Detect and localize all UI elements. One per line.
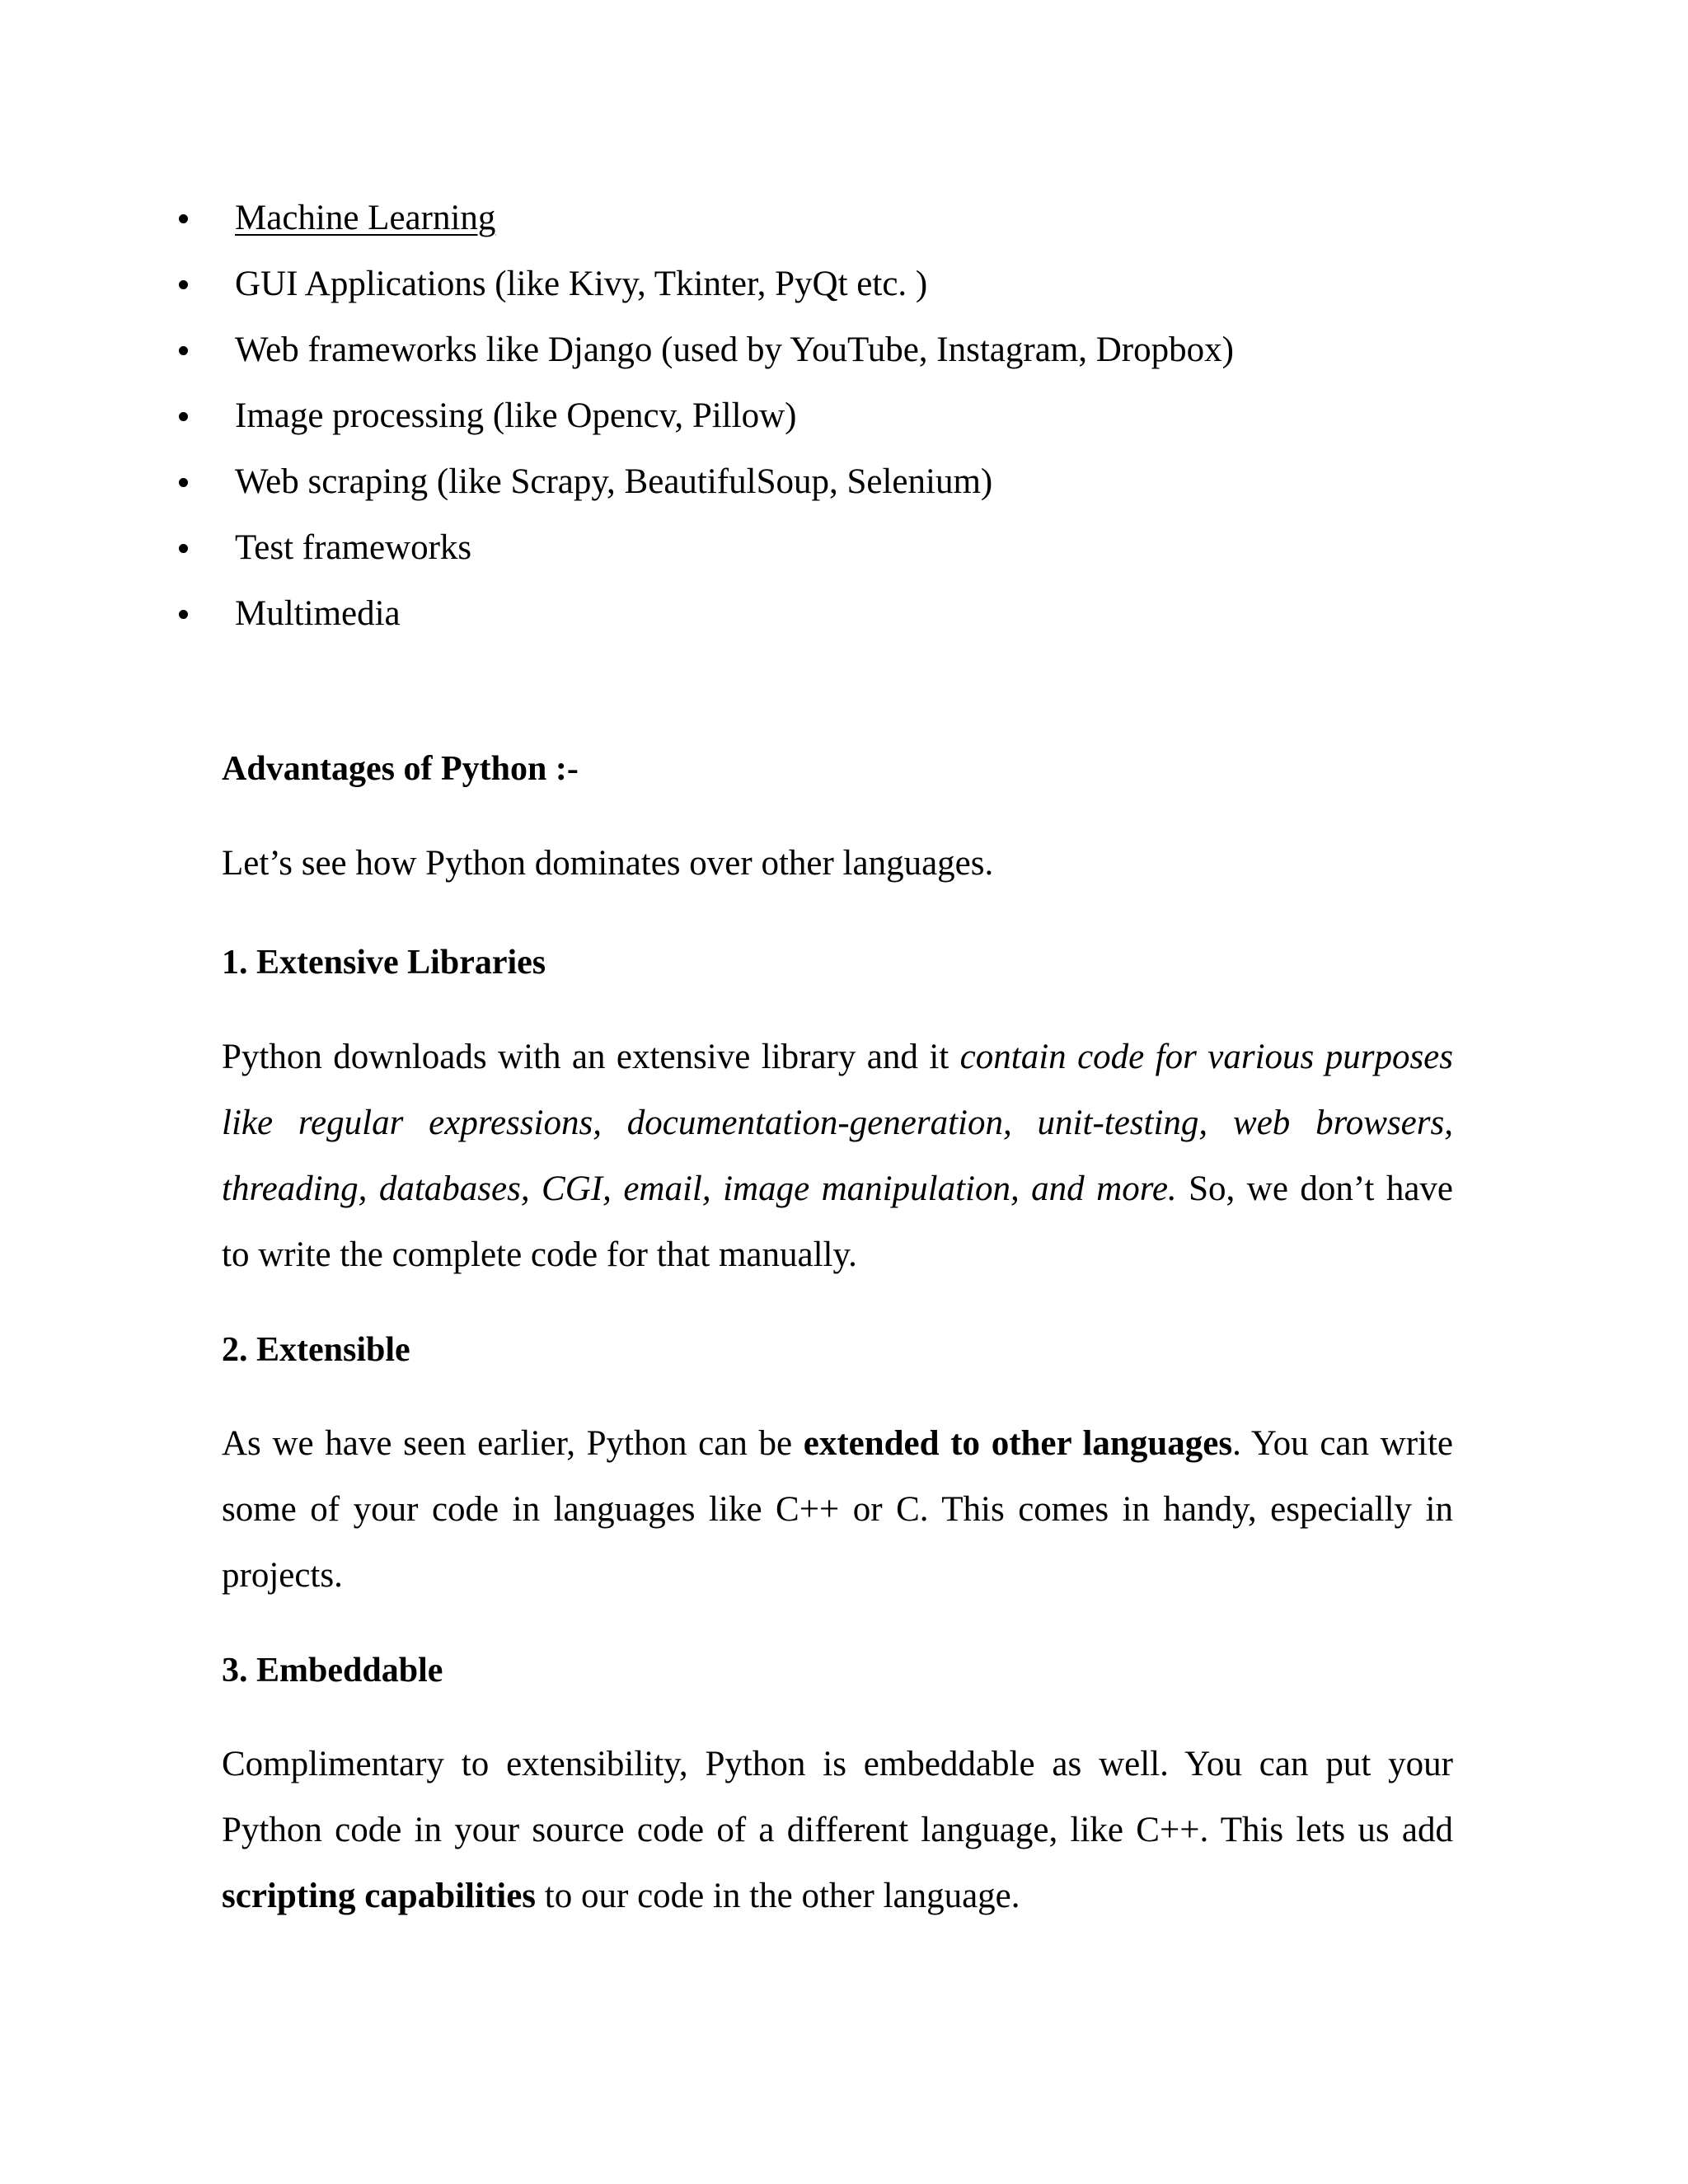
list-item — [0, 185, 1688, 251]
section-paragraph-embeddable — [222, 1732, 1453, 1929]
section-heading-extensible: 2. Extensible — [222, 1331, 410, 1369]
advantages-heading: Advantages of Python :- — [222, 750, 579, 788]
paragraph-text: So, we don’t have to write the complete code for that manually. — [222, 1169, 1453, 1274]
bullet-icon — [179, 214, 188, 223]
paragraph-bold-text: extended to other languages — [803, 1424, 1233, 1463]
paragraph-text: . You can write some of your code in languages like C++ or C. This comes in handy, especially in projects. — [222, 1424, 1454, 1595]
bullet-icon — [179, 610, 188, 619]
paragraph-text: to our code in the other language. — [536, 1877, 1020, 1915]
list-item-text: Multimedia — [235, 594, 401, 633]
section-paragraph-extensible — [222, 1411, 1453, 1609]
list-item-text: Image processing (like Opencv, Pillow) — [235, 396, 797, 435]
paragraph-bold-text: scripting capabilities — [222, 1877, 537, 1915]
list-item — [0, 515, 1688, 581]
paragraph-text: As we have seen earlier, Python can be — [222, 1424, 804, 1463]
list-item — [0, 449, 1688, 515]
list-item — [0, 383, 1688, 449]
bullet-icon — [179, 478, 188, 487]
paragraph-text: Python downloads with an extensive library and it — [222, 1038, 960, 1076]
bullet-icon — [179, 346, 188, 355]
bullet-icon — [179, 544, 188, 553]
list-item — [0, 317, 1688, 383]
intro-paragraph: Let’s see how Python dominates over other languages. — [222, 844, 994, 883]
paragraph-text: Complimentary to extensibility, Python is embeddable as well. You can put your Python code in your source code of a different language, like C++. This lets us add — [222, 1745, 1453, 1849]
python-uses-list — [0, 185, 1688, 647]
list-item-link[interactable]: Machine Learning — [235, 199, 496, 237]
list-item-text: GUI Applications (like Kivy, Tkinter, PyQt etc. ) — [235, 265, 928, 303]
list-item-text: Web frameworks like Django (used by YouTube, Instagram, Dropbox) — [235, 330, 1234, 369]
bullet-icon — [179, 412, 188, 421]
section-heading-embeddable: 3. Embeddable — [222, 1652, 443, 1690]
list-item-text: Web scraping (like Scrapy, BeautifulSoup, Selenium) — [235, 462, 993, 501]
section-heading-extensive-libraries: 1. Extensive Libraries — [222, 944, 546, 982]
list-item — [0, 581, 1688, 647]
bullet-icon — [179, 280, 188, 289]
list-item-text: Test frameworks — [235, 528, 472, 567]
paragraph-italic-text: contain code for various purposes like regular expressions, documentation-generation, unit-testing, web browsers, threading, databases, CGI, email, image manipulation, and more. — [222, 1038, 1453, 1208]
list-item — [0, 251, 1688, 317]
section-paragraph-extensive-libraries — [222, 1024, 1453, 1288]
